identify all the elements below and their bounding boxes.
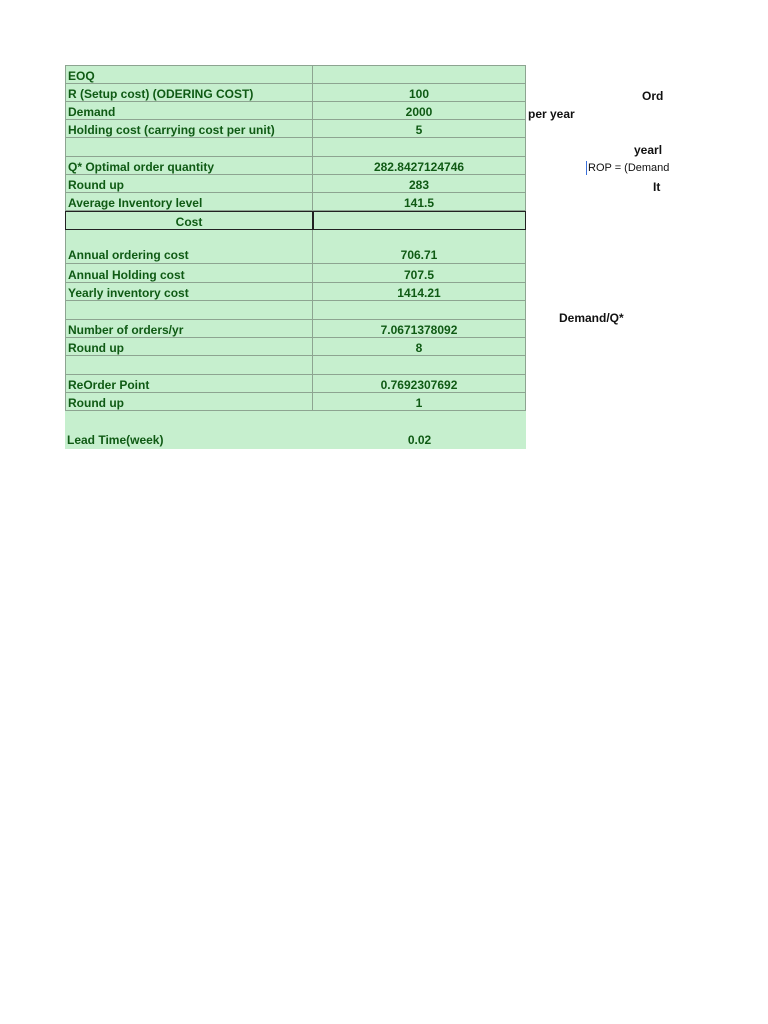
cell-label[interactable]: Number of orders/yr — [65, 320, 313, 338]
cell-label[interactable]: Annual ordering cost — [65, 230, 313, 264]
table-row-lead-time — [65, 411, 526, 449]
cell-label[interactable]: Annual Holding cost — [65, 264, 313, 283]
cell-label[interactable] — [65, 301, 313, 320]
table-row — [65, 356, 526, 375]
note-rop-formula[interactable] — [586, 161, 669, 175]
table-row — [65, 138, 526, 157]
note-yearly[interactable]: yearl — [634, 143, 663, 157]
cell-value[interactable]: 5 — [313, 120, 526, 138]
cell-label[interactable]: Holding cost (carrying cost per unit) — [65, 120, 313, 138]
table-row — [65, 375, 526, 393]
cell-label[interactable]: Round up — [65, 338, 313, 356]
cell-value[interactable] — [313, 138, 526, 157]
cell-value[interactable]: 0.02 — [313, 411, 526, 449]
table-row — [65, 283, 526, 301]
table-row — [65, 102, 526, 120]
cell-value[interactable]: 283 — [313, 175, 526, 193]
table-row — [65, 84, 526, 102]
table-row — [65, 301, 526, 320]
cell-value[interactable]: 8 — [313, 338, 526, 356]
table-row — [65, 230, 526, 264]
cell-value[interactable]: 7.0671378092 — [313, 320, 526, 338]
table-row — [65, 175, 526, 193]
cell-label[interactable]: Average Inventory level — [65, 193, 313, 211]
cell-label[interactable] — [65, 356, 313, 375]
cell-label[interactable] — [65, 138, 313, 157]
table-row — [65, 393, 526, 411]
cell-value[interactable]: 2000 — [313, 102, 526, 120]
cell-label[interactable]: R (Setup cost) (ODERING COST) — [65, 84, 313, 102]
cell-value[interactable]: 706.71 — [313, 230, 526, 264]
table-row — [65, 65, 526, 84]
cell-value[interactable] — [313, 65, 526, 84]
note-it[interactable]: It — [653, 180, 661, 194]
cell-value[interactable]: 1414.21 — [313, 283, 526, 301]
table-row — [65, 120, 526, 138]
cell-value[interactable] — [313, 301, 526, 320]
cell-value[interactable]: 1 — [313, 393, 526, 411]
cell-value[interactable] — [313, 211, 526, 230]
cell-label[interactable]: EOQ — [65, 65, 313, 84]
cell-label[interactable]: Yearly inventory cost — [65, 283, 313, 301]
cell-value[interactable]: 100 — [313, 84, 526, 102]
cell-label[interactable]: Round up — [65, 393, 313, 411]
table-row-cost-header — [65, 211, 526, 230]
cell-value[interactable]: 141.5 — [313, 193, 526, 211]
eoq-table — [65, 65, 526, 449]
cell-label[interactable]: Q* Optimal order quantity — [65, 157, 313, 175]
table-row — [65, 157, 526, 175]
cell-label[interactable]: Lead Time(week) — [65, 411, 313, 449]
table-row — [65, 264, 526, 283]
cell-value[interactable]: 707.5 — [313, 264, 526, 283]
text-cursor-icon — [586, 161, 587, 175]
cell-label[interactable]: ReOrder Point — [65, 375, 313, 393]
cell-value[interactable] — [313, 356, 526, 375]
note-ord[interactable]: Ord — [642, 89, 664, 103]
cell-value[interactable]: 282.8427124746 — [313, 157, 526, 175]
cell-label[interactable]: Cost — [65, 211, 313, 230]
cell-value[interactable]: 0.7692307692 — [313, 375, 526, 393]
cell-label[interactable]: Demand — [65, 102, 313, 120]
note-demand-q[interactable]: Demand/Q* — [559, 311, 624, 325]
table-row — [65, 320, 526, 338]
note-per-year[interactable]: per year — [528, 107, 575, 121]
table-row — [65, 338, 526, 356]
table-row — [65, 193, 526, 211]
cell-label[interactable]: Round up — [65, 175, 313, 193]
rop-formula-text: ROP = (Demand — [588, 161, 670, 174]
